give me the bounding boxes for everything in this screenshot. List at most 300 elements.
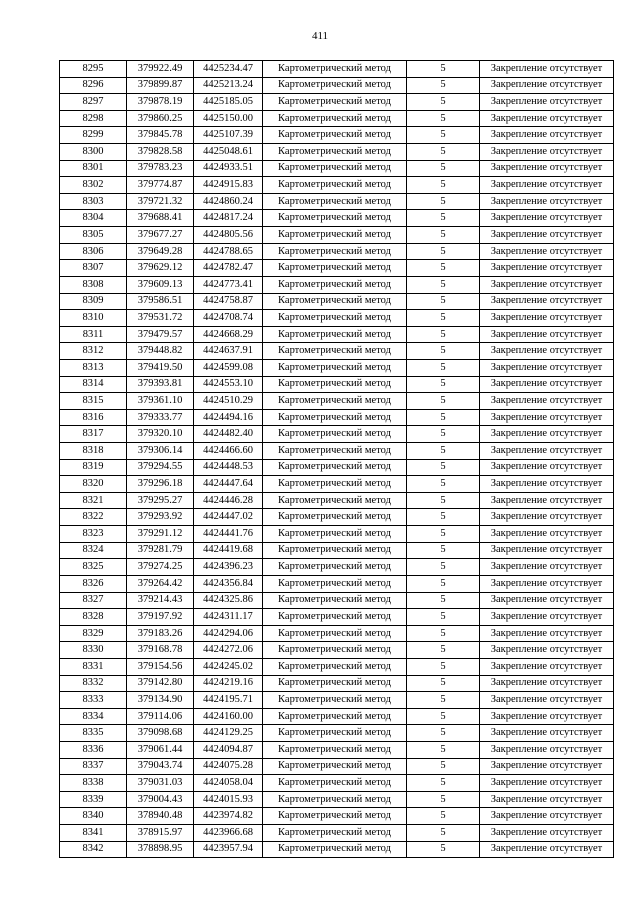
y-coordinate-cell: 4424860.24: [194, 193, 263, 210]
table-row: [60, 110, 614, 127]
page-number: 411: [311, 30, 329, 42]
fixing-cell: Закрепление отсутствует: [480, 509, 614, 526]
fixing-cell: Закрепление отсутствует: [480, 758, 614, 775]
y-coordinate-cell: 4424708.74: [194, 310, 263, 327]
method-cell: Картометрический метод: [263, 625, 407, 642]
point-number-cell: 8337: [60, 758, 127, 775]
x-coordinate-cell: 379609.13: [127, 276, 194, 293]
method-cell: Картометрический метод: [263, 443, 407, 460]
table-row: [60, 841, 614, 858]
method-cell: Картометрический метод: [263, 193, 407, 210]
table-row: [60, 808, 614, 825]
table-row: [60, 492, 614, 509]
fixing-cell: Закрепление отсутствует: [480, 791, 614, 808]
table-row: [60, 625, 614, 642]
fixing-cell: Закрепление отсутствует: [480, 409, 614, 426]
point-number-cell: 8339: [60, 791, 127, 808]
table-row: [60, 160, 614, 177]
accuracy-cell: 5: [407, 492, 480, 509]
y-coordinate-cell: 4424447.64: [194, 476, 263, 493]
fixing-cell: Закрепление отсутствует: [480, 592, 614, 609]
method-cell: Картометрический метод: [263, 61, 407, 78]
method-cell: Картометрический метод: [263, 326, 407, 343]
point-number-cell: 8298: [60, 110, 127, 127]
point-number-cell: 8315: [60, 393, 127, 410]
fixing-cell: Закрепление отсутствует: [480, 77, 614, 94]
accuracy-cell: 5: [407, 741, 480, 758]
point-number-cell: 8319: [60, 459, 127, 476]
point-number-cell: 8314: [60, 376, 127, 393]
method-cell: Картометрический метод: [263, 276, 407, 293]
point-number-cell: 8330: [60, 642, 127, 659]
accuracy-cell: 5: [407, 310, 480, 327]
method-cell: Картометрический метод: [263, 376, 407, 393]
point-number-cell: 8295: [60, 61, 127, 78]
y-coordinate-cell: 4424933.51: [194, 160, 263, 177]
x-coordinate-cell: 379320.10: [127, 426, 194, 443]
accuracy-cell: 5: [407, 409, 480, 426]
method-cell: Картометрический метод: [263, 741, 407, 758]
accuracy-cell: 5: [407, 127, 480, 144]
x-coordinate-cell: 379043.74: [127, 758, 194, 775]
accuracy-cell: 5: [407, 293, 480, 310]
method-cell: Картометрический метод: [263, 725, 407, 742]
accuracy-cell: 5: [407, 559, 480, 576]
table-row: [60, 193, 614, 210]
fixing-cell: Закрепление отсутствует: [480, 127, 614, 144]
table-row: [60, 293, 614, 310]
method-cell: Картометрический метод: [263, 310, 407, 327]
y-coordinate-cell: 4424510.29: [194, 393, 263, 410]
accuracy-cell: 5: [407, 326, 480, 343]
accuracy-cell: 5: [407, 808, 480, 825]
fixing-cell: Закрепление отсутствует: [480, 193, 614, 210]
accuracy-cell: 5: [407, 260, 480, 277]
accuracy-cell: 5: [407, 94, 480, 111]
point-number-cell: 8296: [60, 77, 127, 94]
x-coordinate-cell: 379154.56: [127, 658, 194, 675]
point-number-cell: 8308: [60, 276, 127, 293]
accuracy-cell: 5: [407, 609, 480, 626]
point-number-cell: 8302: [60, 177, 127, 194]
point-number-cell: 8317: [60, 426, 127, 443]
method-cell: Картометрический метод: [263, 210, 407, 227]
fixing-cell: Закрепление отсутствует: [480, 625, 614, 642]
y-coordinate-cell: 4424599.08: [194, 359, 263, 376]
fixing-cell: Закрепление отсутствует: [480, 825, 614, 842]
fixing-cell: Закрепление отсутствует: [480, 675, 614, 692]
accuracy-cell: 5: [407, 459, 480, 476]
fixing-cell: Закрепление отсутствует: [480, 310, 614, 327]
y-coordinate-cell: 4424482.40: [194, 426, 263, 443]
fixing-cell: Закрепление отсутствует: [480, 459, 614, 476]
x-coordinate-cell: 378898.95: [127, 841, 194, 858]
point-number-cell: 8303: [60, 193, 127, 210]
x-coordinate-cell: 379004.43: [127, 791, 194, 808]
accuracy-cell: 5: [407, 144, 480, 161]
fixing-cell: Закрепление отсутствует: [480, 725, 614, 742]
x-coordinate-cell: 379168.78: [127, 642, 194, 659]
method-cell: Картометрический метод: [263, 708, 407, 725]
table-row: [60, 675, 614, 692]
y-coordinate-cell: 4424160.00: [194, 708, 263, 725]
table-row: [60, 326, 614, 343]
x-coordinate-cell: 379845.78: [127, 127, 194, 144]
fixing-cell: Закрепление отсутствует: [480, 741, 614, 758]
method-cell: Картометрический метод: [263, 658, 407, 675]
table-row: [60, 426, 614, 443]
accuracy-cell: 5: [407, 542, 480, 559]
fixing-cell: Закрепление отсутствует: [480, 376, 614, 393]
x-coordinate-cell: 378940.48: [127, 808, 194, 825]
point-number-cell: 8312: [60, 343, 127, 360]
y-coordinate-cell: 4424272.06: [194, 642, 263, 659]
point-number-cell: 8313: [60, 359, 127, 376]
accuracy-cell: 5: [407, 791, 480, 808]
y-coordinate-cell: 4424668.29: [194, 326, 263, 343]
fixing-cell: Закрепление отсутствует: [480, 110, 614, 127]
point-number-cell: 8318: [60, 443, 127, 460]
fixing-cell: Закрепление отсутствует: [480, 210, 614, 227]
method-cell: Картометрический метод: [263, 791, 407, 808]
fixing-cell: Закрепление отсутствует: [480, 609, 614, 626]
x-coordinate-cell: 379922.49: [127, 61, 194, 78]
y-coordinate-cell: 4424758.87: [194, 293, 263, 310]
fixing-cell: Закрепление отсутствует: [480, 692, 614, 709]
x-coordinate-cell: 379098.68: [127, 725, 194, 742]
table-row: [60, 260, 614, 277]
x-coordinate-cell: 379281.79: [127, 542, 194, 559]
method-cell: Картометрический метод: [263, 393, 407, 410]
x-coordinate-cell: 379134.90: [127, 692, 194, 709]
accuracy-cell: 5: [407, 476, 480, 493]
table-row: [60, 376, 614, 393]
fixing-cell: Закрепление отсутствует: [480, 426, 614, 443]
method-cell: Картометрический метод: [263, 758, 407, 775]
x-coordinate-cell: 379264.42: [127, 575, 194, 592]
method-cell: Картометрический метод: [263, 293, 407, 310]
method-cell: Картометрический метод: [263, 808, 407, 825]
x-coordinate-cell: 379214.43: [127, 592, 194, 609]
fixing-cell: Закрепление отсутствует: [480, 808, 614, 825]
method-cell: Картометрический метод: [263, 343, 407, 360]
x-coordinate-cell: 379586.51: [127, 293, 194, 310]
accuracy-cell: 5: [407, 177, 480, 194]
y-coordinate-cell: 4425107.39: [194, 127, 263, 144]
x-coordinate-cell: 379197.92: [127, 609, 194, 626]
fixing-cell: Закрепление отсутствует: [480, 160, 614, 177]
point-number-cell: 8304: [60, 210, 127, 227]
fixing-cell: Закрепление отсутствует: [480, 492, 614, 509]
y-coordinate-cell: 4425048.61: [194, 144, 263, 161]
table-row: [60, 459, 614, 476]
fixing-cell: Закрепление отсутствует: [480, 476, 614, 493]
x-coordinate-cell: 379649.28: [127, 243, 194, 260]
accuracy-cell: 5: [407, 77, 480, 94]
point-number-cell: 8320: [60, 476, 127, 493]
y-coordinate-cell: 4424356.84: [194, 575, 263, 592]
x-coordinate-cell: 379721.32: [127, 193, 194, 210]
accuracy-cell: 5: [407, 426, 480, 443]
fixing-cell: Закрепление отсутствует: [480, 293, 614, 310]
y-coordinate-cell: 4424325.86: [194, 592, 263, 609]
x-coordinate-cell: 379479.57: [127, 326, 194, 343]
y-coordinate-cell: 4424817.24: [194, 210, 263, 227]
table-row: [60, 61, 614, 78]
point-number-cell: 8341: [60, 825, 127, 842]
table-row: [60, 310, 614, 327]
table-row: [60, 210, 614, 227]
x-coordinate-cell: 379899.87: [127, 77, 194, 94]
y-coordinate-cell: 4424915.83: [194, 177, 263, 194]
fixing-cell: Закрепление отсутствует: [480, 227, 614, 244]
table-row: [60, 144, 614, 161]
table-row: [60, 741, 614, 758]
fixing-cell: Закрепление отсутствует: [480, 243, 614, 260]
table-row: [60, 526, 614, 543]
fixing-cell: Закрепление отсутствует: [480, 542, 614, 559]
accuracy-cell: 5: [407, 592, 480, 609]
fixing-cell: Закрепление отсутствует: [480, 841, 614, 858]
y-coordinate-cell: 4424773.41: [194, 276, 263, 293]
accuracy-cell: 5: [407, 359, 480, 376]
fixing-cell: Закрепление отсутствует: [480, 658, 614, 675]
point-number-cell: 8334: [60, 708, 127, 725]
table-row: [60, 791, 614, 808]
method-cell: Картометрический метод: [263, 94, 407, 111]
y-coordinate-cell: 4423974.82: [194, 808, 263, 825]
method-cell: Картометрический метод: [263, 144, 407, 161]
y-coordinate-cell: 4425234.47: [194, 61, 263, 78]
y-coordinate-cell: 4424015.93: [194, 791, 263, 808]
method-cell: Картометрический метод: [263, 359, 407, 376]
fixing-cell: Закрепление отсутствует: [480, 343, 614, 360]
x-coordinate-cell: 379333.77: [127, 409, 194, 426]
y-coordinate-cell: 4424494.16: [194, 409, 263, 426]
fixing-cell: Закрепление отсутствует: [480, 144, 614, 161]
point-number-cell: 8323: [60, 526, 127, 543]
accuracy-cell: 5: [407, 708, 480, 725]
method-cell: Картометрический метод: [263, 492, 407, 509]
y-coordinate-cell: 4424805.56: [194, 227, 263, 244]
fixing-cell: Закрепление отсутствует: [480, 559, 614, 576]
y-coordinate-cell: 4424245.02: [194, 658, 263, 675]
fixing-cell: Закрепление отсутствует: [480, 61, 614, 78]
table-row: [60, 177, 614, 194]
table-row: [60, 476, 614, 493]
point-number-cell: 8333: [60, 692, 127, 709]
accuracy-cell: 5: [407, 825, 480, 842]
point-number-cell: 8329: [60, 625, 127, 642]
y-coordinate-cell: 4424447.02: [194, 509, 263, 526]
table-row: [60, 642, 614, 659]
method-cell: Картометрический метод: [263, 476, 407, 493]
fixing-cell: Закрепление отсутствует: [480, 642, 614, 659]
y-coordinate-cell: 4424075.28: [194, 758, 263, 775]
point-number-cell: 8322: [60, 509, 127, 526]
table-row: [60, 359, 614, 376]
y-coordinate-cell: 4424094.87: [194, 741, 263, 758]
point-number-cell: 8301: [60, 160, 127, 177]
accuracy-cell: 5: [407, 110, 480, 127]
table-row: [60, 542, 614, 559]
x-coordinate-cell: 379361.10: [127, 393, 194, 410]
fixing-cell: Закрепление отсутствует: [480, 94, 614, 111]
accuracy-cell: 5: [407, 642, 480, 659]
x-coordinate-cell: 379293.92: [127, 509, 194, 526]
accuracy-cell: 5: [407, 625, 480, 642]
accuracy-cell: 5: [407, 658, 480, 675]
point-number-cell: 8299: [60, 127, 127, 144]
table-row: [60, 343, 614, 360]
accuracy-cell: 5: [407, 227, 480, 244]
method-cell: Картометрический метод: [263, 841, 407, 858]
x-coordinate-cell: 379419.50: [127, 359, 194, 376]
accuracy-cell: 5: [407, 376, 480, 393]
table-row: [60, 127, 614, 144]
point-number-cell: 8305: [60, 227, 127, 244]
table-row: [60, 227, 614, 244]
table-row: [60, 94, 614, 111]
y-coordinate-cell: 4424441.76: [194, 526, 263, 543]
point-number-cell: 8310: [60, 310, 127, 327]
fixing-cell: Закрепление отсутствует: [480, 276, 614, 293]
x-coordinate-cell: 379291.12: [127, 526, 194, 543]
y-coordinate-cell: 4424446.28: [194, 492, 263, 509]
point-number-cell: 8297: [60, 94, 127, 111]
y-coordinate-cell: 4424466.60: [194, 443, 263, 460]
point-number-cell: 8326: [60, 575, 127, 592]
x-coordinate-cell: 379296.18: [127, 476, 194, 493]
table-row: [60, 443, 614, 460]
point-number-cell: 8328: [60, 609, 127, 626]
y-coordinate-cell: 4424058.04: [194, 775, 263, 792]
x-coordinate-cell: 379688.41: [127, 210, 194, 227]
x-coordinate-cell: 379274.25: [127, 559, 194, 576]
accuracy-cell: 5: [407, 692, 480, 709]
method-cell: Картометрический метод: [263, 775, 407, 792]
table-row: [60, 77, 614, 94]
method-cell: Картометрический метод: [263, 160, 407, 177]
point-number-cell: 8324: [60, 542, 127, 559]
fixing-cell: Закрепление отсутствует: [480, 359, 614, 376]
method-cell: Картометрический метод: [263, 110, 407, 127]
x-coordinate-cell: 379828.58: [127, 144, 194, 161]
point-number-cell: 8309: [60, 293, 127, 310]
method-cell: Картометрический метод: [263, 825, 407, 842]
point-number-cell: 8307: [60, 260, 127, 277]
accuracy-cell: 5: [407, 526, 480, 543]
method-cell: Картометрический метод: [263, 526, 407, 543]
accuracy-cell: 5: [407, 393, 480, 410]
x-coordinate-cell: 379860.25: [127, 110, 194, 127]
point-number-cell: 8331: [60, 658, 127, 675]
y-coordinate-cell: 4424129.25: [194, 725, 263, 742]
x-coordinate-cell: 379677.27: [127, 227, 194, 244]
fixing-cell: Закрепление отсутствует: [480, 393, 614, 410]
y-coordinate-cell: 4425185.05: [194, 94, 263, 111]
table-row: [60, 658, 614, 675]
table-row: [60, 725, 614, 742]
fixing-cell: Закрепление отсутствует: [480, 575, 614, 592]
fixing-cell: Закрепление отсутствует: [480, 177, 614, 194]
y-coordinate-cell: 4423966.68: [194, 825, 263, 842]
point-number-cell: 8332: [60, 675, 127, 692]
method-cell: Картометрический метод: [263, 409, 407, 426]
point-number-cell: 8336: [60, 741, 127, 758]
table-row: [60, 393, 614, 410]
y-coordinate-cell: 4425213.24: [194, 77, 263, 94]
accuracy-cell: 5: [407, 276, 480, 293]
y-coordinate-cell: 4424553.10: [194, 376, 263, 393]
table-row: [60, 592, 614, 609]
method-cell: Картометрический метод: [263, 542, 407, 559]
method-cell: Картометрический метод: [263, 260, 407, 277]
accuracy-cell: 5: [407, 675, 480, 692]
point-number-cell: 8316: [60, 409, 127, 426]
x-coordinate-cell: 379448.82: [127, 343, 194, 360]
y-coordinate-cell: 4424195.71: [194, 692, 263, 709]
x-coordinate-cell: 379142.80: [127, 675, 194, 692]
accuracy-cell: 5: [407, 509, 480, 526]
x-coordinate-cell: 379114.06: [127, 708, 194, 725]
method-cell: Картометрический метод: [263, 609, 407, 626]
fixing-cell: Закрепление отсутствует: [480, 526, 614, 543]
y-coordinate-cell: 4424219.16: [194, 675, 263, 692]
point-number-cell: 8306: [60, 243, 127, 260]
method-cell: Картометрический метод: [263, 592, 407, 609]
y-coordinate-cell: 4424294.06: [194, 625, 263, 642]
y-coordinate-cell: 4424419.68: [194, 542, 263, 559]
fixing-cell: Закрепление отсутствует: [480, 708, 614, 725]
method-cell: Картометрический метод: [263, 509, 407, 526]
method-cell: Картометрический метод: [263, 559, 407, 576]
accuracy-cell: 5: [407, 160, 480, 177]
method-cell: Картометрический метод: [263, 575, 407, 592]
table-body: [60, 61, 614, 858]
y-coordinate-cell: 4424637.91: [194, 343, 263, 360]
y-coordinate-cell: 4424448.53: [194, 459, 263, 476]
y-coordinate-cell: 4423957.94: [194, 841, 263, 858]
point-number-cell: 8311: [60, 326, 127, 343]
accuracy-cell: 5: [407, 725, 480, 742]
y-coordinate-cell: 4424782.47: [194, 260, 263, 277]
point-number-cell: 8335: [60, 725, 127, 742]
method-cell: Картометрический метод: [263, 675, 407, 692]
table-row: [60, 575, 614, 592]
point-number-cell: 8300: [60, 144, 127, 161]
accuracy-cell: 5: [407, 243, 480, 260]
coordinates-table: [59, 60, 614, 858]
x-coordinate-cell: 379629.12: [127, 260, 194, 277]
accuracy-cell: 5: [407, 841, 480, 858]
accuracy-cell: 5: [407, 575, 480, 592]
method-cell: Картометрический метод: [263, 177, 407, 194]
method-cell: Картометрический метод: [263, 227, 407, 244]
table-row: [60, 692, 614, 709]
method-cell: Картометрический метод: [263, 77, 407, 94]
x-coordinate-cell: 379783.23: [127, 160, 194, 177]
accuracy-cell: 5: [407, 61, 480, 78]
accuracy-cell: 5: [407, 210, 480, 227]
y-coordinate-cell: 4424396.23: [194, 559, 263, 576]
x-coordinate-cell: 379393.81: [127, 376, 194, 393]
method-cell: Картометрический метод: [263, 459, 407, 476]
method-cell: Картометрический метод: [263, 243, 407, 260]
x-coordinate-cell: 379031.03: [127, 775, 194, 792]
table-row: [60, 559, 614, 576]
fixing-cell: Закрепление отсутствует: [480, 775, 614, 792]
